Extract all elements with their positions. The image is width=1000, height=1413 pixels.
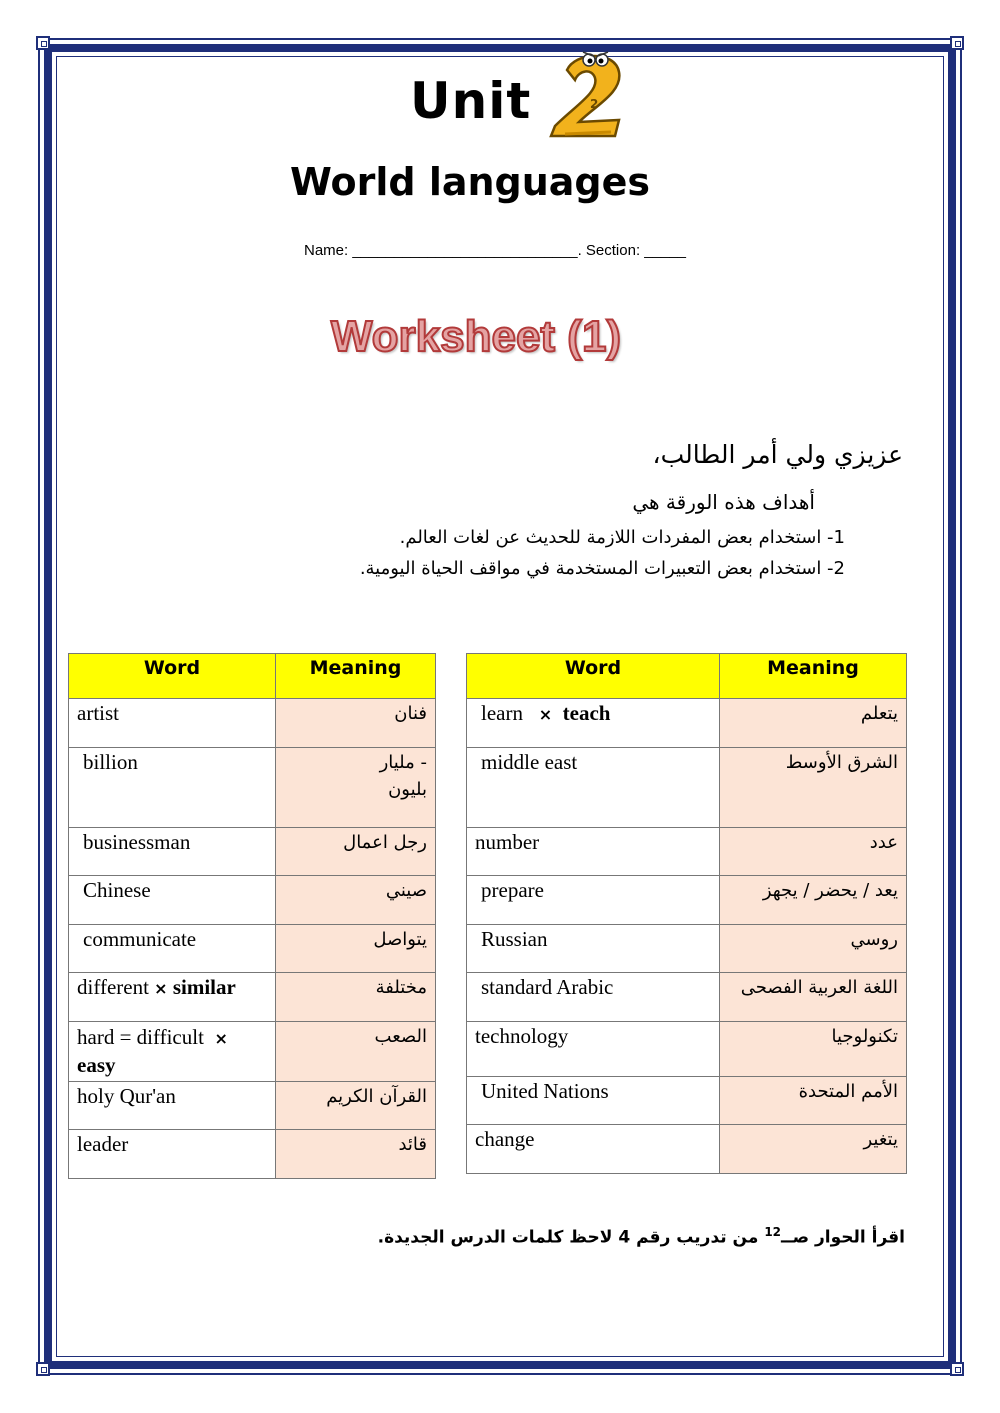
word-text: businessman (83, 830, 191, 854)
parent-greeting: عزيزي ولي أمر الطالب، (652, 440, 903, 469)
word-text: standard Arabic (481, 975, 614, 999)
unit-subtitle: World languages (289, 160, 651, 204)
vocabulary-table-left (68, 653, 436, 1179)
meaning-cell: يتعلم (720, 699, 907, 748)
word-cell (467, 828, 720, 876)
word-text: Chinese (83, 878, 151, 902)
meaning-cell: عدد (720, 828, 907, 876)
meaning-cell: الصعب (276, 1022, 436, 1082)
word-cell (467, 699, 720, 748)
word-cell (69, 1022, 276, 1082)
word-cell (69, 748, 276, 828)
word-text: leader (77, 1132, 129, 1156)
opposite-word: easy (77, 1053, 116, 1077)
corner-ornament (36, 1362, 50, 1376)
unit-title: Unit (410, 72, 532, 130)
word-text: change (475, 1127, 535, 1151)
word-text: holy Qur'an (77, 1084, 176, 1108)
word-text: United Nations (481, 1079, 609, 1103)
meaning-cell: قائد (276, 1130, 436, 1179)
meaning-cell: رجل اعمال (276, 828, 436, 876)
word-cell (467, 748, 720, 828)
instruction-text: اقرأ الحوار صــ (781, 1227, 905, 1248)
word-text: number (475, 830, 540, 854)
meaning-cell: القرآن الكريم (276, 1082, 436, 1130)
word-cell (467, 973, 720, 1022)
meaning-cell: يعد / يحضر / يجهز (720, 876, 907, 925)
opposite-word: teach (562, 701, 611, 725)
page-reference: 12 (764, 1225, 782, 1239)
meaning-cell: فنان (276, 699, 436, 748)
word-cell (69, 925, 276, 973)
opposite-symbol: × (154, 979, 168, 998)
word-text: artist (77, 701, 119, 725)
corner-ornament (36, 36, 50, 50)
word-text: prepare (481, 878, 544, 902)
column-header-meaning: Meaning (720, 654, 907, 699)
meaning-cell (276, 748, 436, 828)
column-header-word: Word (69, 654, 276, 699)
vocabulary-table-right (466, 653, 907, 1174)
worksheet-title: Worksheet (1) (330, 312, 622, 361)
unit-number-cartoon (545, 48, 635, 140)
word-text: hard = difficult (77, 1025, 204, 1049)
word-text: billion (83, 750, 138, 774)
word-cell (467, 1125, 720, 1174)
meaning-cell: يتواصل (276, 925, 436, 973)
corner-ornament (950, 36, 964, 50)
opposite-word: similar (172, 975, 236, 999)
meaning-text: - مليار (379, 752, 427, 773)
meaning-cell: الشرق الأوسط (720, 748, 907, 828)
objectives-heading: أهداف هذه الورقة هي (632, 490, 815, 514)
word-text: communicate (83, 927, 197, 951)
meaning-cell: الأمم المتحدة (720, 1077, 907, 1125)
word-text: technology (475, 1024, 569, 1048)
meaning-cell: يتغير (720, 1125, 907, 1174)
meaning-text: بليون (388, 779, 427, 800)
word-text: Russian (481, 927, 548, 951)
word-text: learn (481, 701, 523, 725)
corner-ornament (950, 1362, 964, 1376)
word-cell (69, 973, 276, 1022)
word-cell (69, 1130, 276, 1179)
word-cell (467, 1077, 720, 1125)
meaning-cell: مختلفة (276, 973, 436, 1022)
word-cell (467, 876, 720, 925)
opposite-symbol: × (214, 1029, 228, 1048)
word-cell (69, 1082, 276, 1130)
meaning-cell: اللغة العربية الفصحى (720, 973, 907, 1022)
word-cell (69, 699, 276, 748)
word-text: middle east (481, 750, 578, 774)
objective-item: 1- استخدام بعض المفردات اللازمة للحديث عن لغات العالم. (399, 527, 845, 548)
word-cell (69, 828, 276, 876)
meaning-cell: روسي (720, 925, 907, 973)
instruction-text: من تدريب رقم 4 لاحظ كلمات الدرس الجديدة. (377, 1227, 765, 1248)
column-header-meaning: Meaning (276, 654, 436, 699)
opposite-symbol: × (538, 705, 553, 724)
column-header-word: Word (467, 654, 720, 699)
meaning-cell: صيني (276, 876, 436, 925)
unit-number-text: 2 (590, 97, 599, 111)
meaning-cell: تكنولوجيا (720, 1022, 907, 1077)
word-cell (467, 1022, 720, 1077)
objective-item: 2- استخدام بعض التعبيرات المستخدمة في مواقف الحياة اليومية. (359, 558, 845, 579)
reading-instruction (378, 1225, 905, 1248)
word-cell (69, 876, 276, 925)
word-cell (467, 925, 720, 973)
name-section-line: Name: ___________________________. Section: _____ (303, 242, 686, 259)
word-text: different (77, 975, 149, 999)
